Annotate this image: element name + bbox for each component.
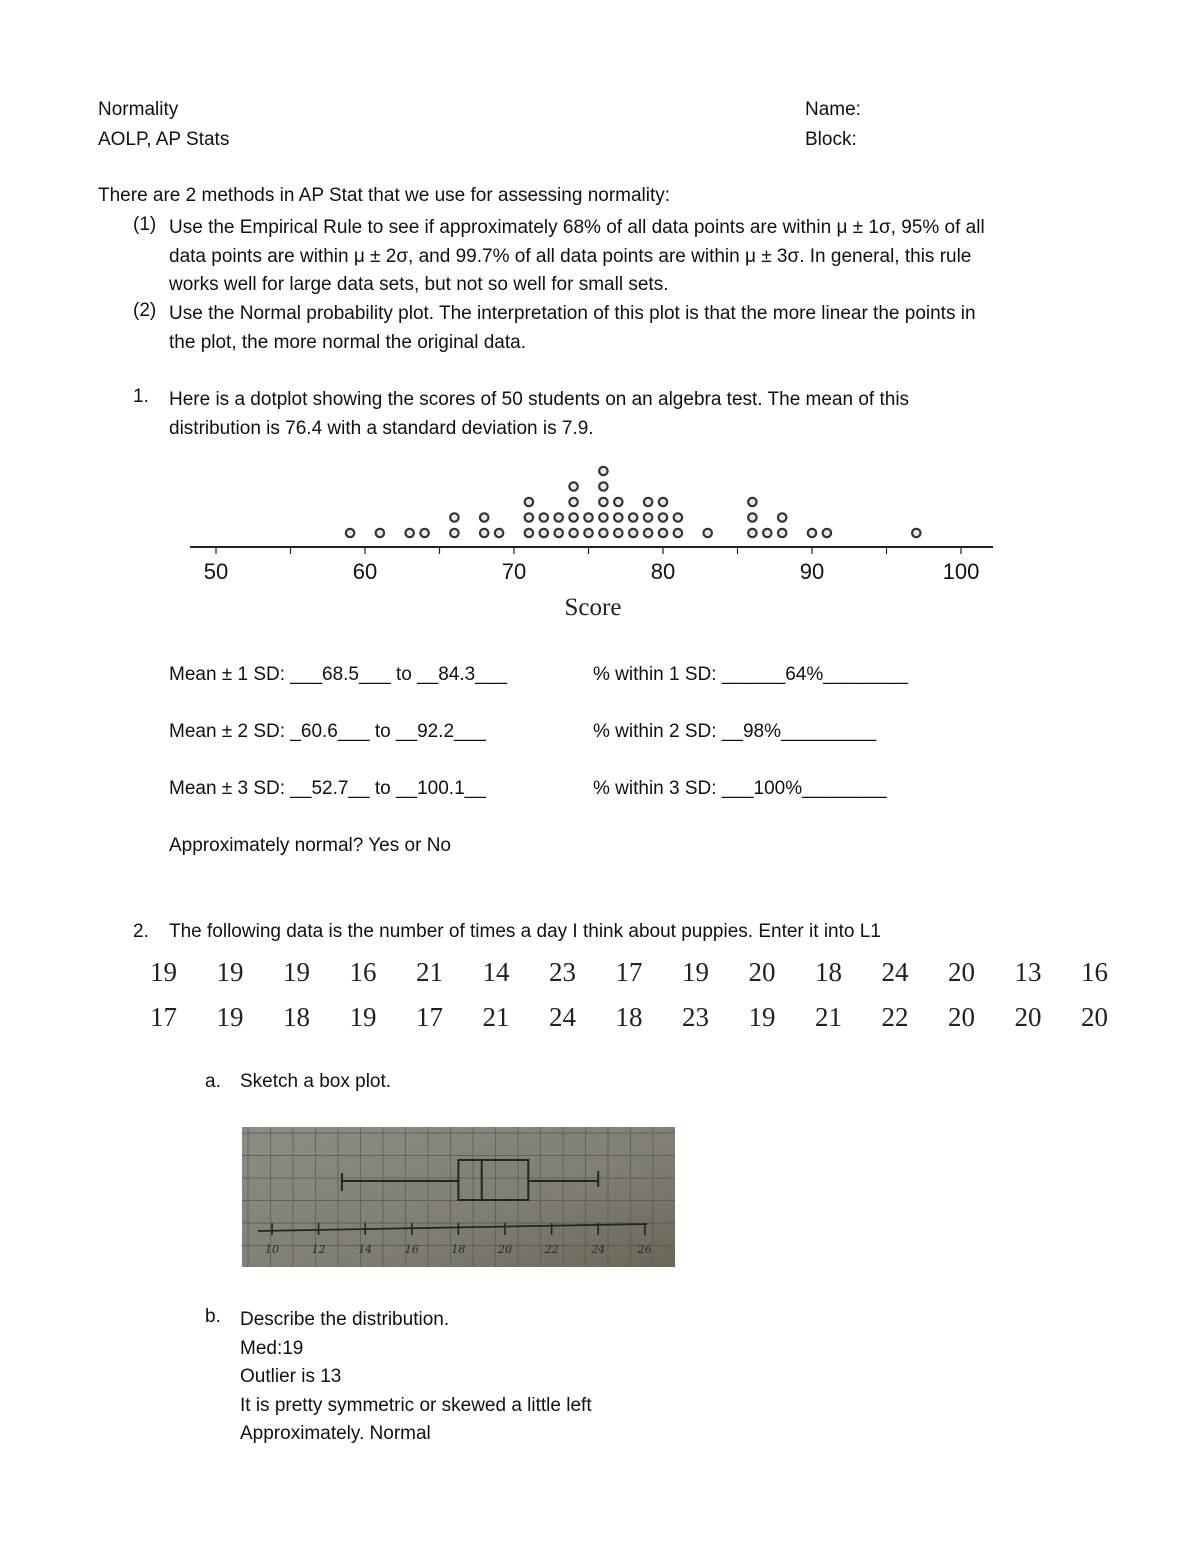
- method-1-line: works well for large data sets, but not so well for small sets.: [169, 274, 669, 295]
- data-value: 24: [549, 1002, 576, 1032]
- sd1-percent-answer: % within 1 SD: ______64%________: [593, 664, 908, 685]
- question-1-text: [169, 386, 909, 443]
- dotplot-point: [644, 513, 652, 521]
- dotplot-point: [599, 467, 607, 475]
- dotplot-point: [495, 529, 503, 537]
- dotplot-point: [808, 529, 816, 537]
- method-1-line: Use the Empirical Rule to see if approximately 68% of all data points are within μ ± 1σ, 95% of all: [169, 217, 985, 238]
- data-value: 20: [948, 1002, 975, 1032]
- data-value: 20: [948, 957, 975, 987]
- dotplot-point: [659, 513, 667, 521]
- dotplot-point: [569, 482, 577, 490]
- dotplot-tick-label: 100: [942, 559, 980, 584]
- dotplot-point: [614, 513, 622, 521]
- data-value: 21: [416, 957, 443, 987]
- intro-lead: There are 2 methods in AP Stat that we use for assessing normality:: [98, 185, 671, 206]
- dotplot-point: [704, 529, 712, 537]
- dotplot-point: [525, 529, 533, 537]
- axis-tick-label: 18: [451, 1243, 466, 1256]
- data-value: 20: [1081, 1002, 1108, 1032]
- data-value: 21: [482, 1002, 510, 1032]
- data-value: 21: [815, 1002, 842, 1032]
- data-value: 18: [615, 1002, 643, 1032]
- data-value: 17: [615, 957, 643, 987]
- dotplot-tick-label: 70: [501, 559, 527, 584]
- data-value: 24: [881, 957, 909, 987]
- dotplot-point: [540, 513, 548, 521]
- dotplot-point: [584, 529, 592, 537]
- data-value: 19: [349, 1002, 377, 1032]
- data-value: 19: [216, 957, 244, 987]
- dotplot-point: [569, 513, 577, 521]
- sd3-percent-answer: % within 3 SD: ___100%________: [593, 778, 887, 799]
- axis-tick-label: 26: [637, 1243, 652, 1256]
- method-1-number: (1): [133, 214, 157, 235]
- boxplot-sketch-photo: [242, 1127, 675, 1267]
- axis-tick-label: 20: [498, 1243, 512, 1256]
- dotplot-point: [614, 529, 622, 537]
- dotplot-point: [748, 529, 756, 537]
- method-1-text: [169, 214, 985, 300]
- dotplot-tick-label: 80: [650, 559, 676, 584]
- dotplot-point: [823, 529, 831, 537]
- dotplot-point: [569, 498, 577, 506]
- part-b-content: [240, 1306, 592, 1449]
- dotplot-point: [614, 498, 622, 506]
- dotplot-point: [629, 513, 637, 521]
- data-value: 14: [482, 957, 510, 987]
- part-a-text: Sketch a box plot.: [240, 1071, 392, 1092]
- part-b-answer-median: Med:19: [240, 1337, 304, 1359]
- dotplot-point: [584, 513, 592, 521]
- data-value: 20: [1014, 1002, 1042, 1032]
- method-2-line: the plot, the more normal the original data.: [169, 331, 526, 353]
- dotplot-point: [525, 513, 533, 521]
- data-value: 16: [1081, 957, 1108, 987]
- course-label: AOLP, AP Stats: [98, 129, 230, 150]
- axis-tick-label: 24: [591, 1243, 606, 1256]
- dotplot-point: [674, 529, 682, 537]
- dotplot-point: [659, 529, 667, 537]
- dotplot-point: [376, 529, 384, 537]
- question-2-number: 2.: [133, 921, 149, 942]
- part-b-answer-shape: It is pretty symmetric or skewed a little left: [240, 1394, 592, 1416]
- dotplot-point: [450, 529, 458, 537]
- dotplot-point: [674, 513, 682, 521]
- dotplot-point: [599, 482, 607, 490]
- dotplot-point: [599, 529, 607, 537]
- score-dotplot: [180, 455, 1010, 630]
- dotplot-point: [748, 513, 756, 521]
- data-value: 19: [748, 1002, 776, 1032]
- dotplot-point: [525, 498, 533, 506]
- sd1-range-answer: Mean ± 1 SD: ___68.5___ to __84.3___: [169, 664, 507, 685]
- dotplot-point: [480, 513, 488, 521]
- dotplot-point: [569, 529, 577, 537]
- dotplot-point: [406, 529, 414, 537]
- data-value: 19: [283, 957, 310, 987]
- dotplot-point: [659, 498, 667, 506]
- dotplot-point: [644, 498, 652, 506]
- axis-tick-label: 16: [404, 1243, 419, 1256]
- dotplot-point: [555, 513, 563, 521]
- question-1-line: Here is a dotplot showing the scores of 50 students on an algebra test. The mean of this: [169, 389, 910, 410]
- dotplot-point: [644, 529, 652, 537]
- data-value: 13: [1014, 957, 1042, 987]
- data-value: 19: [150, 957, 177, 987]
- question-1-number: 1.: [133, 386, 149, 407]
- name-label: Name:: [805, 99, 861, 120]
- dotplot-point: [778, 513, 786, 521]
- data-value: 16: [349, 957, 377, 987]
- data-value: 18: [815, 957, 842, 987]
- approx-normal-question: Approximately normal? Yes or No: [169, 835, 451, 856]
- dotplot-point: [748, 498, 756, 506]
- data-value: 23: [549, 957, 576, 987]
- dotplot-point: [480, 529, 488, 537]
- method-2-line: Use the Normal probability plot. The interpretation of this plot is that the more linear the points in: [169, 303, 976, 324]
- method-2-text: [169, 300, 976, 357]
- dotplot-point: [778, 529, 786, 537]
- data-value: 22: [881, 1002, 909, 1032]
- dotplot-axis-title: Score: [564, 594, 622, 621]
- sd2-range-answer: Mean ± 2 SD: _60.6___ to __92.2___: [169, 721, 486, 742]
- data-value: 19: [216, 1002, 244, 1032]
- dotplot-tick-label: 60: [352, 559, 378, 584]
- data-value: 23: [682, 1002, 709, 1032]
- question-1-line: distribution is 76.4 with a standard deviation is 7.9.: [169, 417, 594, 439]
- dotplot-point: [346, 529, 354, 537]
- sd3-range-answer: Mean ± 3 SD: __52.7__ to __100.1__: [169, 778, 486, 799]
- data-value: 19: [682, 957, 709, 987]
- method-1-line: data points are within μ ± 2σ, and 99.7% of all data points are within μ ± 3σ. In general, this rule: [169, 245, 972, 267]
- dotplot-point: [912, 529, 920, 537]
- dotplot-tick-label: 90: [799, 559, 825, 584]
- data-value: 17: [416, 1002, 443, 1032]
- dotplot-point: [763, 529, 771, 537]
- method-2-number: (2): [133, 300, 157, 321]
- dotplot-point: [599, 513, 607, 521]
- dotplot-point: [629, 529, 637, 537]
- data-value: 18: [283, 1002, 310, 1032]
- part-b-prompt: Describe the distribution.: [240, 1309, 450, 1330]
- dotplot-tick-label: 50: [203, 559, 229, 584]
- dotplot-ticks: [204, 547, 980, 584]
- part-a-letter: a.: [205, 1071, 221, 1092]
- question-2-text: The following data is the number of times a day I think about puppies. Enter it into L1: [169, 921, 881, 942]
- axis-tick-label: 14: [358, 1243, 373, 1256]
- dotplot-point: [540, 529, 548, 537]
- data-value: 20: [748, 957, 776, 987]
- part-b-answer-outlier: Outlier is 13: [240, 1366, 342, 1387]
- dotplot-point: [420, 529, 428, 537]
- axis-tick-label: 22: [544, 1243, 559, 1256]
- dotplot-point: [450, 513, 458, 521]
- data-value: 17: [150, 1002, 177, 1032]
- axis-tick-label: 10: [265, 1243, 279, 1256]
- part-b-answer-normal: Approximately. Normal: [240, 1423, 431, 1444]
- worksheet-title: Normality: [98, 99, 179, 120]
- axis-tick-label: 12: [311, 1243, 326, 1256]
- part-b-letter: b.: [205, 1306, 221, 1327]
- dotplot-point: [599, 498, 607, 506]
- sd2-percent-answer: % within 2 SD: __98%_________: [593, 721, 877, 742]
- dotplot-point: [555, 529, 563, 537]
- dotplot-points: [346, 467, 921, 537]
- block-label: Block:: [805, 129, 857, 150]
